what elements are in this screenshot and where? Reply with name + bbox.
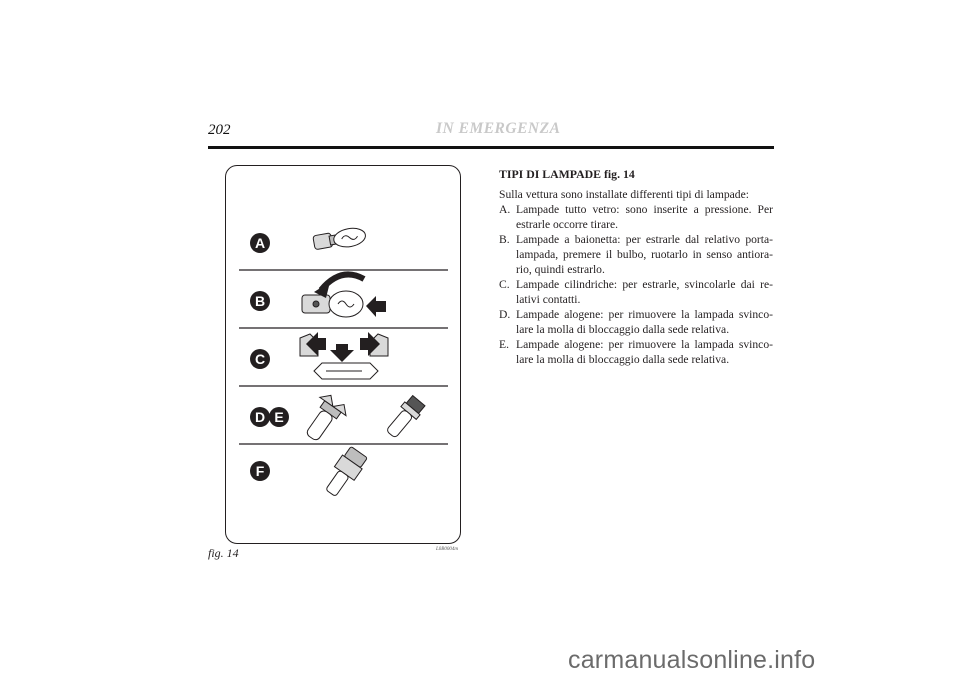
- list-item: [499, 337, 773, 367]
- list-item-letter: C.: [499, 278, 510, 291]
- list-item-letter: A.: [499, 203, 511, 216]
- lamp-types-heading: TIPI DI LAMPADE fig. 14: [499, 167, 635, 181]
- list-item: [499, 232, 773, 277]
- label-c-badge: [250, 349, 270, 369]
- label-b-badge: [250, 291, 270, 311]
- header-rule: [208, 146, 774, 149]
- label-e: E: [274, 409, 284, 425]
- list-item-text: Lampade a baionetta: per estrarle dal relativo porta-lampada, premere il bulbo, ruotarlo in senso antiora-rio, quindi estrarlo.: [516, 233, 773, 276]
- list-item-text: Lampade alogene: per rimuovere la lampada svinco-lare la molla di bloccaggio dalla sede relativa.: [516, 308, 773, 336]
- bulb-f-xenon-icon: [321, 445, 369, 500]
- list-item-text: Lampade tutto vetro: sono inserite a pressione. Per estrarle occorre tirare.: [516, 203, 773, 231]
- push-arrow-icon: [366, 296, 386, 317]
- bulb-e-halogen-icon: [383, 394, 427, 441]
- list-item-text: Lampade cilindriche: per estrarle, svincolarle dai re-lativi contatti.: [516, 278, 773, 306]
- list-item-letter: E.: [499, 338, 509, 351]
- label-a: A: [254, 235, 266, 251]
- intro-paragraph: Sulla vettura sono installate differenti tipi di lampade:: [499, 188, 749, 201]
- label-e-badge: [269, 407, 289, 427]
- list-item: [499, 307, 773, 337]
- figure-caption: fig. 14: [208, 546, 239, 560]
- bulb-a-all-glass-icon: [313, 226, 367, 253]
- label-d: D: [254, 409, 266, 425]
- figure-code: L0B0004m: [436, 547, 458, 552]
- label-b: B: [254, 293, 266, 309]
- list-item: [499, 202, 773, 232]
- bulb-d-halogen-icon: [298, 391, 351, 447]
- label-f-badge: [250, 461, 270, 481]
- arrow-down-icon: [330, 344, 354, 362]
- label-a-badge: [250, 233, 270, 253]
- section-title: IN EMERGENZA: [436, 120, 561, 137]
- page-number: 202: [208, 122, 231, 138]
- list-item-letter: D.: [499, 308, 511, 321]
- list-item: [499, 277, 773, 307]
- figure-14-illustration: [225, 165, 461, 544]
- label-d-badge: [250, 407, 270, 427]
- label-c: C: [254, 351, 266, 367]
- list-item-letter: B.: [499, 233, 510, 246]
- list-item-text: Lampade alogene: per rimuovere la lampada svinco-lare la molla di bloccaggio dalla sede relativa.: [516, 338, 773, 366]
- watermark-text: carmanualsonline.info: [568, 646, 816, 674]
- text-column: [499, 167, 773, 367]
- bulb-b-bayonet-icon: [302, 291, 363, 317]
- label-f: F: [255, 463, 265, 479]
